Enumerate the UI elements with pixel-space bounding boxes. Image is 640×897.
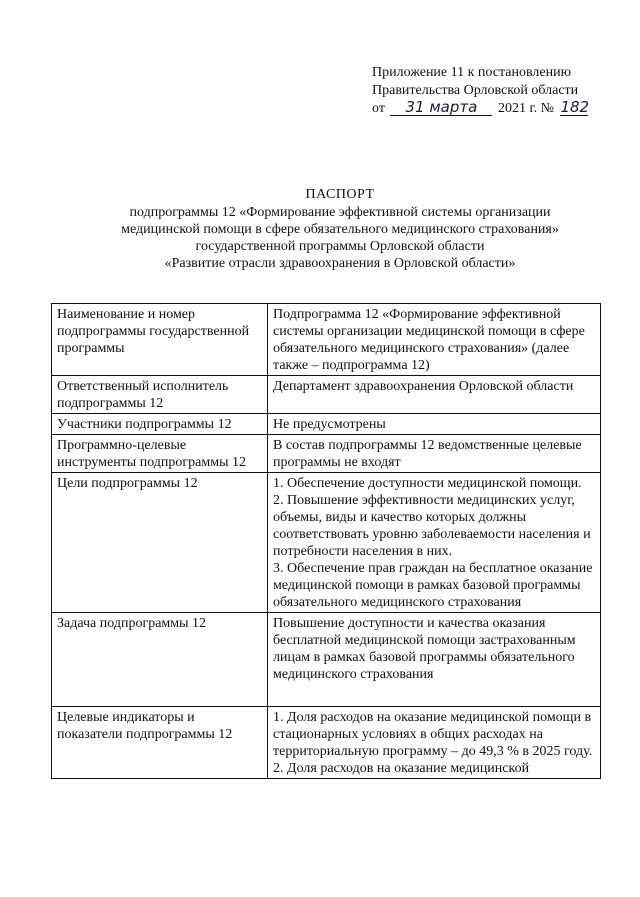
table-row	[52, 473, 601, 613]
date-prefix: от	[372, 101, 385, 116]
row-content-text: Не предусмотрены	[273, 417, 386, 432]
table-row	[52, 414, 601, 435]
row-content-text: 1. Доля расходов на оказание медицинской помощи в стационарных условиях в общих расходах на территориальную программу – до 49,3 % в 2025 году.	[273, 710, 593, 759]
row-content-text: 2. Доля расходов на оказание медицинской	[273, 761, 530, 776]
document-title: ПАСПОРТ	[305, 187, 375, 202]
table-row	[52, 613, 601, 707]
table-row	[52, 376, 601, 414]
title-line-3: государственной программы Орловской области	[195, 239, 485, 254]
title-line-2: медицинской помощи в сфере обязательного медицинского страхования»	[121, 222, 559, 237]
row-label: Задача подпрограммы 12	[52, 613, 268, 707]
row-label: Ответственный исполнитель подпрограммы 12	[52, 376, 268, 414]
table-row	[52, 707, 601, 779]
row-content	[268, 435, 601, 473]
row-label: Наименование и номер подпрограммы государственной программы	[52, 304, 268, 376]
row-content	[268, 473, 601, 613]
row-label: Цели подпрограммы 12	[52, 473, 268, 613]
row-content-text: 3. Обеспечение прав граждан на бесплатное оказание медицинской помощи в рамках базовой программы обязательного медицинского страхования	[273, 561, 593, 610]
title-line-1: подпрограммы 12 «Формирование эффективной системы организации	[129, 205, 551, 220]
row-content	[268, 613, 601, 707]
row-content-text: В состав подпрограммы 12 ведомственные целевые программы не входят	[273, 438, 582, 470]
title-line-4: «Развитие отрасли здравоохранения в Орловской области»	[164, 256, 516, 271]
row-content	[268, 376, 601, 414]
row-content	[268, 414, 601, 435]
appendix-line-2: Правительства Орловской области	[372, 83, 579, 98]
row-spacer	[273, 683, 595, 705]
row-label: Целевые индикаторы и показатели подпрограммы 12	[52, 707, 268, 779]
table-row	[52, 304, 601, 376]
date-year: 2021 г. №	[497, 101, 554, 116]
row-content	[268, 707, 601, 779]
table-row	[52, 435, 601, 473]
handwritten-number: 182	[560, 98, 590, 116]
appendix-date-line	[372, 100, 588, 118]
appendix-line-1: Приложение 11 к постановлению	[372, 65, 572, 80]
handwritten-date: 31 марта	[390, 100, 492, 116]
row-content-text: 1. Обеспечение доступности медицинской помощи.	[273, 476, 582, 491]
row-label: Участники подпрограммы 12	[52, 414, 268, 435]
passport-table	[51, 303, 601, 779]
appendix-block	[372, 64, 588, 118]
document-title-block	[60, 186, 620, 272]
row-label: Программно-целевые инструменты подпрограммы 12	[52, 435, 268, 473]
row-content-text: 2. Повышение эффективности медицинских услуг, объемы, виды и качество которых должны соответствовать уровню заболеваемости населения и потребности населения в них.	[273, 493, 591, 559]
row-content-text: Подпрограмма 12 «Формирование эффективной системы организации медицинской помощи в сфере обязательного медицинского страхования» (далее также – подпрограмма 12)	[273, 307, 585, 373]
row-content-text: Департамент здравоохранения Орловской области	[273, 379, 574, 394]
row-content-text: Повышение доступности и качества оказания бесплатной медицинской помощи застрахованным лицам в рамках базовой программы обязательного медицинского страхования	[273, 616, 576, 682]
row-content	[268, 304, 601, 376]
